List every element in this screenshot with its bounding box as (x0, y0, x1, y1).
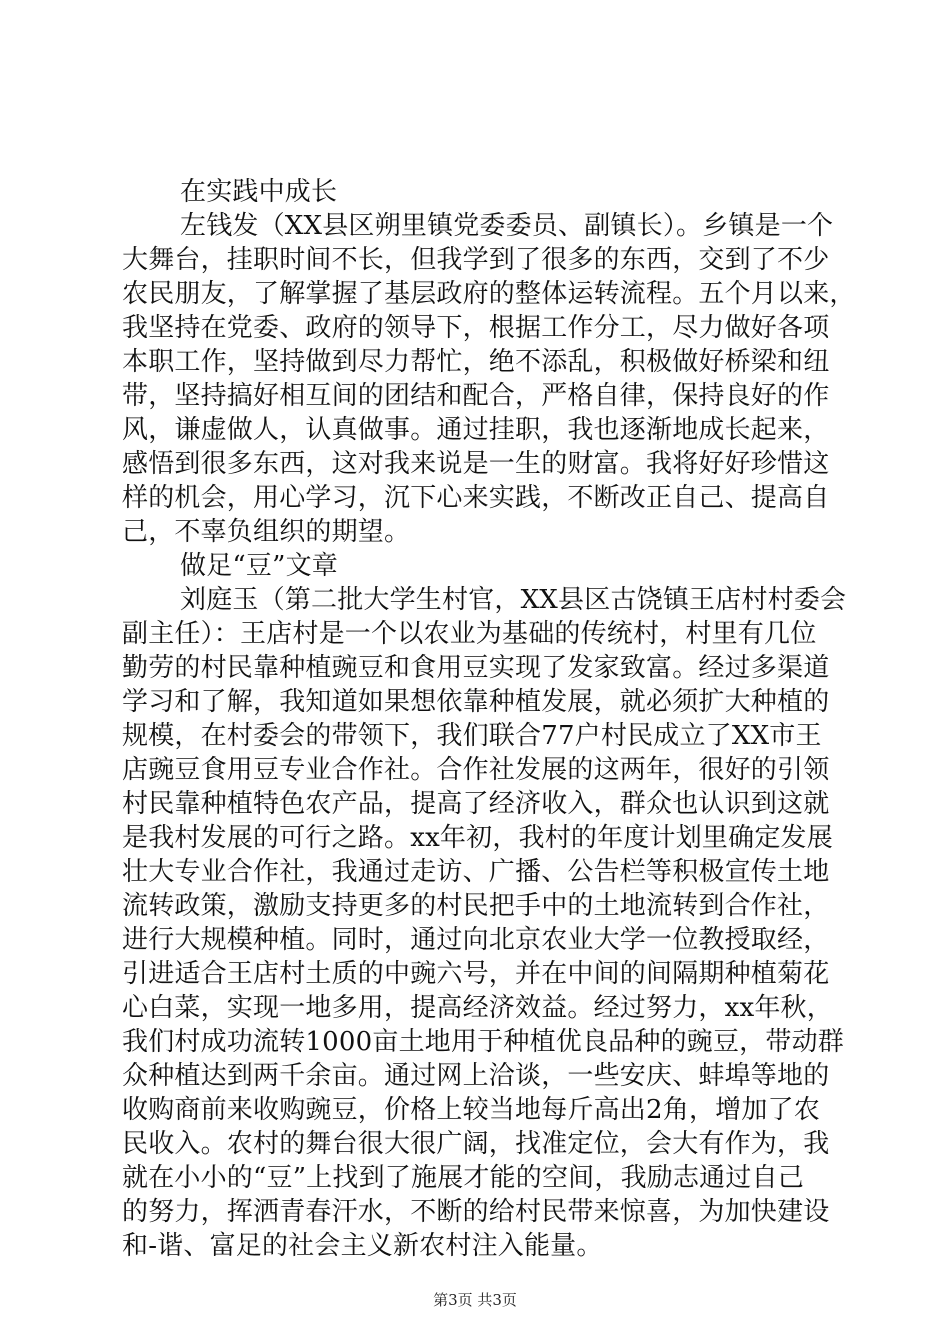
paragraph-line: 规模，在村委会的带领下，我们联合77户村民成立了XX市王 (122, 721, 822, 751)
paragraph-line: 民收入。农村的舞台很大很广阔，找准定位，会大有作为，我 (122, 1129, 830, 1159)
paragraph-line: 进行大规模种植。同时，通过向北京农业大学一位教授取经， (122, 925, 830, 955)
page-number-footer: 第3页 共3页 (433, 1291, 517, 1309)
paragraph-line: 是我村发展的可行之路。xx年初，我村的年度计划里确定发展 (122, 823, 833, 853)
paragraph-line: 样的机会，用心学习，沉下心来实践，不断改正自己、提高自 (122, 483, 830, 513)
heading-growth: 在实践中成长 (180, 177, 338, 207)
paragraph-line: 左钱发（XX县区朔里镇党委委员、副镇长）。乡镇是一个 (180, 211, 834, 241)
paragraph-line: 本职工作，坚持做到尽力帮忙，绝不添乱，积极做好桥梁和纽 (122, 347, 830, 377)
paragraph-line: 流转政策，激励支持更多的村民把手中的土地流转到合作社， (122, 891, 830, 921)
heading-bean: 做足“豆”文章 (180, 551, 338, 581)
paragraph-line: 大舞台，挂职时间不长，但我学到了很多的东西，交到了不少 (122, 245, 830, 275)
paragraph-line: 勤劳的村民靠种植豌豆和食用豆实现了发家致富。经过多渠道 (122, 653, 830, 683)
paragraph-line: 副主任）：王店村是一个以农业为基础的传统村，村里有几位 (122, 619, 817, 649)
paragraph-line: 我坚持在党委、政府的领导下，根据工作分工，尽力做好各项 (122, 313, 830, 343)
paragraph-line: 村民靠种植特色农产品，提高了经济收入，群众也认识到这就 (122, 789, 830, 819)
paragraph-line: 和-谐、富足的社会主义新农村注入能量。 (122, 1231, 603, 1261)
paragraph-line: 壮大专业合作社，我通过走访、广播、公告栏等积极宣传土地 (122, 857, 830, 887)
paragraph-line: 就在小小的“豆”上找到了施展才能的空间，我励志通过自己 (122, 1163, 804, 1193)
paragraph-line: 刘庭玉（第二批大学生村官，XX县区古饶镇王店村村委会 (180, 585, 847, 615)
paragraph-line: 引进适合王店村土质的中豌六号，并在中间的间隔期种植菊花 (122, 959, 830, 989)
paragraph-line: 农民朋友，了解掌握了基层政府的整体运转流程。五个月以来， (122, 279, 856, 309)
paragraph-line: 带，坚持搞好相互间的团结和配合，严格自律，保持良好的作 (122, 381, 830, 411)
paragraph-line: 店豌豆食用豆专业合作社。合作社发展的这两年，很好的引领 (122, 755, 830, 785)
paragraph-line: 的努力，挥洒青春汗水，不断的给村民带来惊喜，为加快建设 (122, 1197, 830, 1227)
paragraph-line: 收购商前来收购豌豆，价格上较当地每斤高出2角，增加了农 (122, 1095, 820, 1125)
paragraph-line: 风，谦虚做人，认真做事。通过挂职，我也逐渐地成长起来， (122, 415, 830, 445)
paragraph-line: 感悟到很多东西，这对我来说是一生的财富。我将好好珍惜这 (122, 449, 830, 479)
paragraph-line: 学习和了解，我知道如果想依靠种植发展，就必须扩大种植的 (122, 687, 830, 717)
paragraph-line: 我们村成功流转1000亩土地用于种植优良品种的豌豆，带动群 (122, 1027, 844, 1057)
paragraph-line: 己，不辜负组织的期望。 (122, 517, 411, 547)
paragraph-line: 众种植达到两千余亩。通过网上洽谈，一些安庆、蚌埠等地的 (122, 1061, 830, 1091)
paragraph-line: 心白菜，实现一地多用，提高经济效益。经过努力，xx年秋， (122, 993, 833, 1023)
